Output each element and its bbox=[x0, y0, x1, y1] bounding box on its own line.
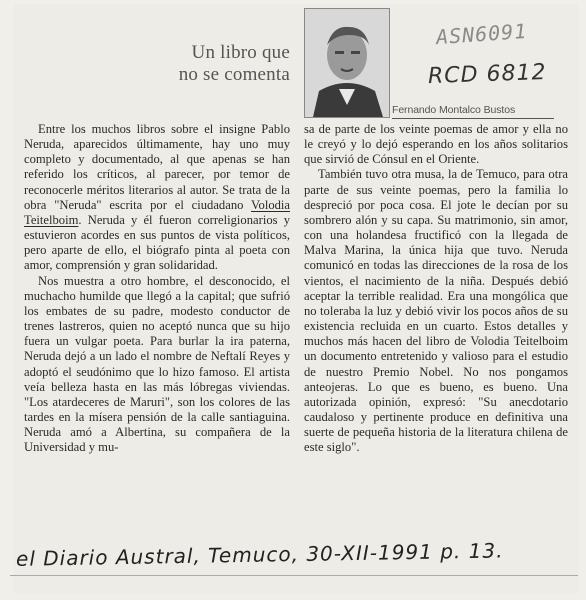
source-annotation: el Diario Austral, Temuco, 30-XII-1991 p. 13. bbox=[15, 538, 504, 571]
paragraph: sa de parte de los veinte poemas de amor y ella no le creyó y lo dejó esperando en los años solitarios que sirvió de Cónsul en el Oriente. bbox=[304, 122, 568, 167]
archive-code-1: ASN6091 bbox=[435, 18, 529, 50]
paragraph: Nos muestra a otro hombre, el desconocido, el muchacho humilde que llegó a la capital; que sufrió los embates de su padre, modesto conductor de trenes lastreros, quien no aceptó nunca que su hijo fuera un vulgar poeta. Para burlar la ira paterna, Neruda dejó a un lado el nombre de Neftalí Reyes y adoptó el seudónimo que lo hizo famoso. El artista veía belleza hasta en las más lóbregas viviendas. "Los atardeceres de Maruri", son los colores de las tardes en la mísera pensión de la calle santiaguina. Neruda amó a Albertina, su compañera de la Universidad y mu- bbox=[24, 273, 290, 455]
underlined-name: Volodia Teitelboim bbox=[24, 197, 290, 227]
portrait-image bbox=[305, 9, 389, 117]
author-byline: Fernando Montalco Bustos bbox=[392, 104, 554, 119]
article-title bbox=[160, 42, 290, 86]
bottom-rule bbox=[10, 575, 578, 576]
paragraph: Entre los muchos libros sobre el insigne Pablo Neruda, aparecidos últimamente, hay uno muy completo y documentado, al que apenas se han referido los críticos, al parecer, por temor de reconocerle méritos literarios al autor. Se trata de la obra "Neruda" escrita por el ciudadano Volodia Teitelboim. Neruda y él fueron correligionarios y estuvieron acordes en sus puntos de vista políticos, pero aparte de ello, el biógrafo pinta al poeta con amor, comprensión y gran solidaridad. bbox=[24, 122, 290, 273]
article-column-2 bbox=[304, 122, 568, 455]
article-column-1 bbox=[24, 122, 290, 455]
archive-code-2: RCD 6812 bbox=[427, 59, 547, 90]
title-line-2: no se comenta bbox=[178, 64, 290, 85]
title-line-1: Un libro que bbox=[191, 42, 290, 63]
paragraph: También tuvo otra musa, la de Temuco, para otra parte de sus veinte poemas, pero la familia lo despreció por poca cosa. El jote le decían por su sombrero alón y su capa. Su matrimonio, sin amor, con una holandesa fructificó con la llegada de Malva Marina, la única hija que tuvo. Neruda comunicó en todas las direcciones de la rosa de los vientos, el nacimiento de la niña. Después debió aceptar la terrible realidad. Era una mongólica que no toleraba la luz y debió vivir los pocos años de su existencia recluida en un cuarto. Estos detalles y muchos más hacen del libro de Volodia Teitelboim un documento entretenido y valioso para el estudio de nuestro Premio Nobel. No nos pongamos anteojeras. Lo que es bueno, es bueno. Una autorizada opinión, expresó: "Su anecdotario caudaloso y pertinente produce en definitiva una suerte de pequeña historia de la literatura chilena de este siglo". bbox=[304, 167, 568, 455]
author-photo bbox=[304, 8, 390, 118]
